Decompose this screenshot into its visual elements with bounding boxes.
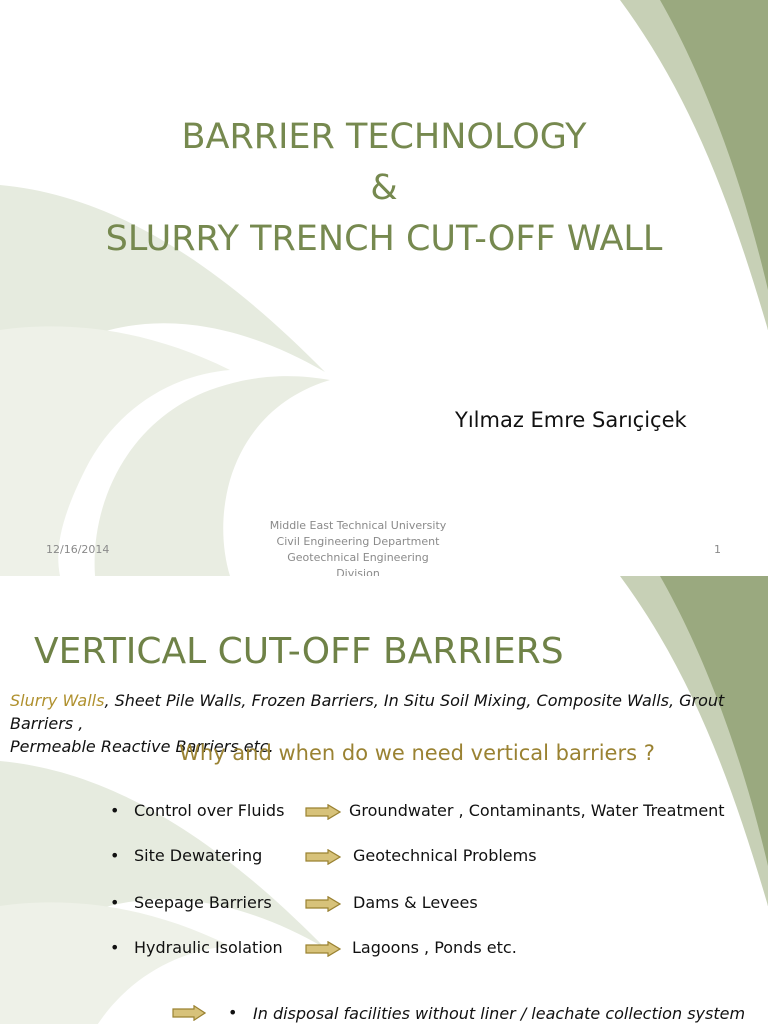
- content-slide: [0, 576, 768, 1024]
- list-item: [0, 938, 768, 962]
- title-line: SLURRY TRENCH CUT-OFF WALL: [105, 219, 663, 259]
- slide-title: VERTICAL CUT-OFF BARRIERS: [34, 631, 564, 672]
- item-label: Seepage Barriers: [134, 893, 272, 912]
- footer-line: Civil Engineering Department: [276, 535, 440, 548]
- item-result: Dams & Levees: [353, 893, 478, 912]
- title-line: &: [370, 168, 398, 208]
- slide-title: [0, 112, 768, 265]
- list-item: [0, 801, 768, 825]
- section-question: Why and when do we need vertical barriers ?: [179, 741, 655, 765]
- title-line: BARRIER TECHNOLOGY: [181, 117, 587, 157]
- footer-line: Geotechnical Engineering: [287, 551, 429, 564]
- list-item: [0, 846, 768, 870]
- bullet: •: [110, 893, 120, 912]
- intro-rest: , Sheet Pile Walls, Frozen Barriers, In Situ Soil Mixing, Composite Walls, Grout Barriers ,: [10, 691, 725, 733]
- right-arrow-icon: [305, 849, 341, 865]
- footer-line: Middle East Technical University: [269, 519, 447, 532]
- highlight-term: Slurry Walls: [10, 691, 105, 710]
- intro-line: [10, 689, 768, 735]
- footer-institution: [258, 518, 458, 576]
- author-name: Yılmaz Emre Sarıçiçek: [455, 408, 687, 432]
- item-result: Groundwater , Contaminants, Water Treatment: [349, 801, 725, 820]
- right-arrow-icon: [172, 1005, 206, 1021]
- right-arrow-icon: [305, 941, 341, 957]
- item-label: Control over Fluids: [134, 801, 285, 820]
- right-arrow-icon: [305, 804, 341, 820]
- page-number: 1: [714, 543, 721, 556]
- item-label: Site Dewatering: [134, 846, 263, 865]
- item-label: Hydraulic Isolation: [134, 938, 283, 957]
- bullet: •: [110, 938, 120, 957]
- list-item: [0, 893, 768, 917]
- item-result: Lagoons , Ponds etc.: [352, 938, 517, 957]
- bullet: •: [110, 801, 120, 820]
- bullet: •: [228, 1003, 238, 1022]
- footer-line: Division: [336, 567, 380, 576]
- bullet: •: [110, 846, 120, 865]
- item-result: Geotechnical Problems: [353, 846, 537, 865]
- footer-date: 12/16/2014: [46, 543, 110, 556]
- intro-line: Permeable Reactive Barriers etc.: [10, 737, 274, 756]
- right-arrow-icon: [305, 896, 341, 912]
- disposal-note: In disposal facilities without liner / leachate collection system: [253, 1004, 746, 1023]
